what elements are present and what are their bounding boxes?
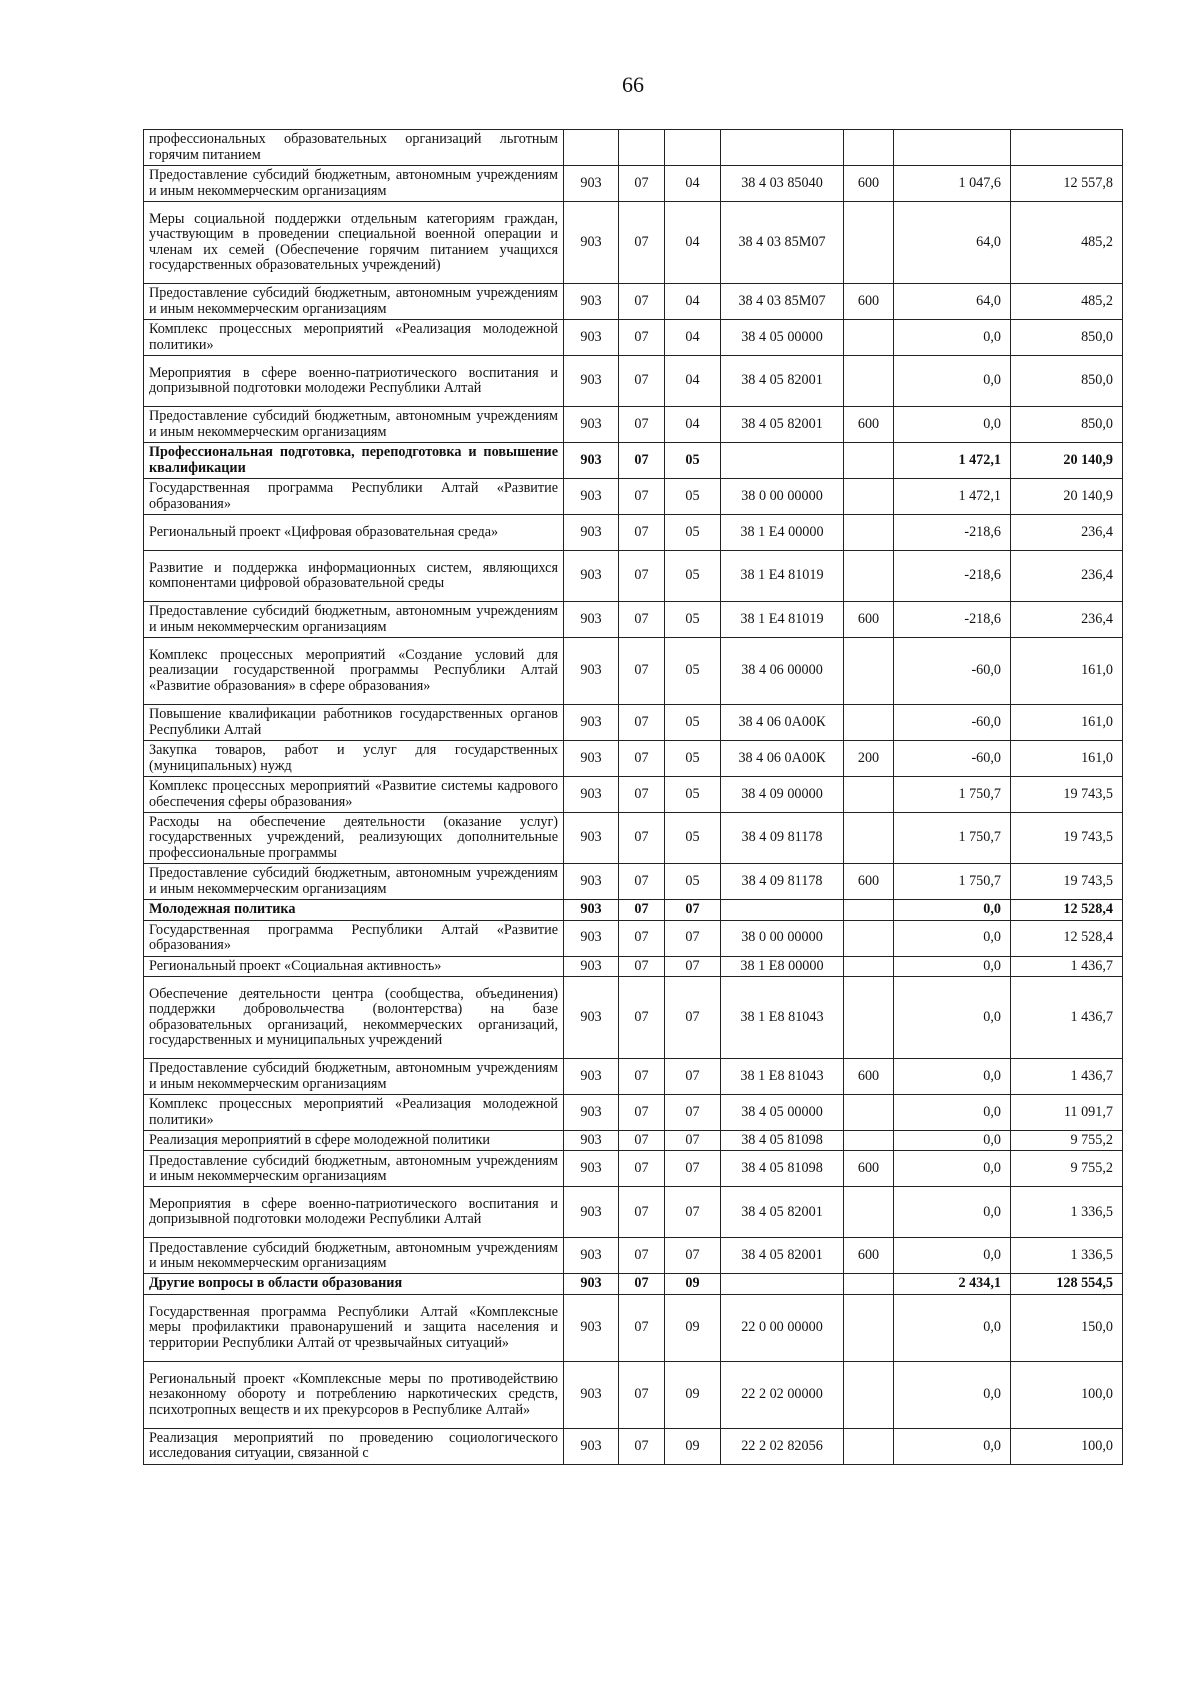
subsection-code: 05 (665, 864, 721, 900)
amount-total: 485,2 (1011, 202, 1123, 284)
expense-type-code: 600 (844, 284, 894, 320)
row-name: Меры социальной поддержки отдельным категориям граждан, участвующим в проведении специальной военной операции и членам их семей (Обеспечение горячим питанием учащихся государственных образовательных учреждений) (144, 202, 564, 284)
row-name: Реализация мероприятий в сфере молодежной политики (144, 1131, 564, 1151)
expense-type-code: 600 (844, 407, 894, 443)
amount-change: 64,0 (894, 202, 1011, 284)
expense-type-code: 600 (844, 864, 894, 900)
section-code: 07 (619, 956, 665, 976)
table-row (144, 1428, 1123, 1464)
section-code: 07 (619, 638, 665, 705)
table-row (144, 356, 1123, 407)
ministry-code: 903 (564, 551, 619, 602)
target-article-code: 38 4 06 0А00К (721, 741, 844, 777)
row-name: Закупка товаров, работ и услуг для государственных (муниципальных) нужд (144, 741, 564, 777)
expense-type-code (844, 130, 894, 166)
row-name: Расходы на обеспечение деятельности (оказание услуг) государственных учреждений, реализующих дополнительные профессиональные программы (144, 813, 564, 864)
section-code: 07 (619, 920, 665, 956)
target-article-code: 22 0 00 00000 (721, 1294, 844, 1361)
amount-total: 19 743,5 (1011, 813, 1123, 864)
expense-type-code (844, 551, 894, 602)
table-row (144, 1151, 1123, 1187)
ministry-code: 903 (564, 813, 619, 864)
row-name: Предоставление субсидий бюджетным, автономным учреждениям и иным некоммерческим организациям (144, 602, 564, 638)
subsection-code: 04 (665, 356, 721, 407)
amount-total: 161,0 (1011, 705, 1123, 741)
ministry-code: 903 (564, 705, 619, 741)
row-name: Региональный проект «Цифровая образовательная среда» (144, 515, 564, 551)
amount-change: 0,0 (894, 977, 1011, 1059)
amount-total: 19 743,5 (1011, 864, 1123, 900)
table-row (144, 284, 1123, 320)
target-article-code: 38 4 09 81178 (721, 864, 844, 900)
ministry-code: 903 (564, 407, 619, 443)
ministry-code: 903 (564, 479, 619, 515)
amount-total: 9 755,2 (1011, 1151, 1123, 1187)
section-code: 07 (619, 407, 665, 443)
budget-table (143, 129, 1123, 1465)
amount-change: 1 472,1 (894, 443, 1011, 479)
table-row (144, 777, 1123, 813)
row-name: Комплекс процессных мероприятий «Реализация молодежной политики» (144, 1095, 564, 1131)
ministry-code: 903 (564, 356, 619, 407)
amount-change: 0,0 (894, 1131, 1011, 1151)
target-article-code: 38 4 05 81098 (721, 1151, 844, 1187)
ministry-code: 903 (564, 602, 619, 638)
expense-type-code (844, 1361, 894, 1428)
expense-type-code: 600 (844, 602, 894, 638)
target-article-code: 38 1 E4 81019 (721, 602, 844, 638)
subsection-code: 07 (665, 1131, 721, 1151)
target-article-code (721, 443, 844, 479)
target-article-code: 38 4 09 81178 (721, 813, 844, 864)
amount-change: 0,0 (894, 1151, 1011, 1187)
ministry-code: 903 (564, 1059, 619, 1095)
amount-total: 1 436,7 (1011, 977, 1123, 1059)
amount-change: 0,0 (894, 1095, 1011, 1131)
target-article-code: 38 4 05 00000 (721, 1095, 844, 1131)
subsection-code: 05 (665, 813, 721, 864)
table-row (144, 1361, 1123, 1428)
section-code: 07 (619, 443, 665, 479)
amount-change: 1 750,7 (894, 777, 1011, 813)
row-name: профессиональных образовательных организаций льготным горячим питанием (144, 130, 564, 166)
row-name: Развитие и поддержка информационных систем, являющихся компонентами цифровой образовательной среды (144, 551, 564, 602)
amount-change: -60,0 (894, 638, 1011, 705)
table-row (144, 443, 1123, 479)
expense-type-code (844, 1294, 894, 1361)
expense-type-code (844, 1428, 894, 1464)
subsection-code: 07 (665, 1238, 721, 1274)
subsection-code: 09 (665, 1428, 721, 1464)
row-name: Комплекс процессных мероприятий «Реализация молодежной политики» (144, 320, 564, 356)
expense-type-code (844, 777, 894, 813)
expense-type-code (844, 813, 894, 864)
ministry-code: 903 (564, 1131, 619, 1151)
row-name: Предоставление субсидий бюджетным, автономным учреждениям и иным некоммерческим организациям (144, 284, 564, 320)
amount-total: 1 436,7 (1011, 956, 1123, 976)
table-row (144, 977, 1123, 1059)
subsection-code: 05 (665, 777, 721, 813)
target-article-code: 38 1 E4 81019 (721, 551, 844, 602)
amount-change: 64,0 (894, 284, 1011, 320)
amount-change: 1 750,7 (894, 864, 1011, 900)
ministry-code: 903 (564, 956, 619, 976)
amount-change: -60,0 (894, 741, 1011, 777)
amount-change: 1 750,7 (894, 813, 1011, 864)
expense-type-code: 600 (844, 1059, 894, 1095)
page-number: 66 (622, 72, 644, 97)
amount-total: 11 091,7 (1011, 1095, 1123, 1131)
amount-total: 12 557,8 (1011, 166, 1123, 202)
ministry-code: 903 (564, 284, 619, 320)
amount-total: 100,0 (1011, 1428, 1123, 1464)
amount-total: 20 140,9 (1011, 479, 1123, 515)
amount-total: 236,4 (1011, 551, 1123, 602)
target-article-code: 38 0 00 00000 (721, 920, 844, 956)
subsection-code: 09 (665, 1361, 721, 1428)
expense-type-code (844, 356, 894, 407)
row-name: Государственная программа Республики Алтай «Развитие образования» (144, 920, 564, 956)
amount-change: -218,6 (894, 551, 1011, 602)
target-article-code: 38 1 E8 81043 (721, 1059, 844, 1095)
section-code: 07 (619, 551, 665, 602)
ministry-code: 903 (564, 900, 619, 920)
row-name: Предоставление субсидий бюджетным, автономным учреждениям и иным некоммерческим организациям (144, 1059, 564, 1095)
ministry-code: 903 (564, 1238, 619, 1274)
table-row (144, 741, 1123, 777)
section-code: 07 (619, 1428, 665, 1464)
table-row (144, 320, 1123, 356)
subsection-code: 04 (665, 166, 721, 202)
ministry-code: 903 (564, 1428, 619, 1464)
row-name: Обеспечение деятельности центра (сообщества, объединения) поддержки добровольчества (волонтерства) на базе образовательных организаций, некоммерческих организаций, государственных и муниципальных учреждений (144, 977, 564, 1059)
subsection-code: 04 (665, 407, 721, 443)
ministry-code: 903 (564, 864, 619, 900)
expense-type-code (844, 900, 894, 920)
amount-change: 0,0 (894, 920, 1011, 956)
amount-change: 2 434,1 (894, 1274, 1011, 1294)
ministry-code: 903 (564, 1274, 619, 1294)
section-code: 07 (619, 1294, 665, 1361)
table-row (144, 202, 1123, 284)
expense-type-code: 200 (844, 741, 894, 777)
amount-total: 12 528,4 (1011, 920, 1123, 956)
row-name: Государственная программа Республики Алтай «Комплексные меры профилактики правонарушений и защита населения и территории Республики Алтай от чрезвычайных ситуаций» (144, 1294, 564, 1361)
expense-type-code: 600 (844, 1238, 894, 1274)
ministry-code: 903 (564, 1095, 619, 1131)
target-article-code (721, 130, 844, 166)
ministry-code: 903 (564, 320, 619, 356)
row-name: Повышение квалификации работников государственных органов Республики Алтай (144, 705, 564, 741)
expense-type-code (844, 638, 894, 705)
section-code: 07 (619, 977, 665, 1059)
table-row (144, 551, 1123, 602)
target-article-code: 38 4 05 82001 (721, 1238, 844, 1274)
expense-type-code (844, 320, 894, 356)
amount-change: -218,6 (894, 602, 1011, 638)
table-row (144, 479, 1123, 515)
table-body (144, 130, 1123, 1465)
amount-total: 19 743,5 (1011, 777, 1123, 813)
table-row (144, 407, 1123, 443)
section-code (619, 130, 665, 166)
subsection-code: 05 (665, 602, 721, 638)
row-name: Комплекс процессных мероприятий «Создание условий для реализации государственной программы Республики Алтай «Развитие образования» в сфере образования» (144, 638, 564, 705)
subsection-code: 07 (665, 1095, 721, 1131)
section-code: 07 (619, 356, 665, 407)
subsection-code: 05 (665, 705, 721, 741)
target-article-code: 38 4 06 0А00К (721, 705, 844, 741)
subsection-code: 05 (665, 443, 721, 479)
subsection-code: 05 (665, 551, 721, 602)
amount-total: 100,0 (1011, 1361, 1123, 1428)
amount-total: 128 554,5 (1011, 1274, 1123, 1294)
target-article-code: 38 1 E8 00000 (721, 956, 844, 976)
subsection-code: 07 (665, 1187, 721, 1238)
table-row (144, 813, 1123, 864)
section-code: 07 (619, 741, 665, 777)
amount-change: 0,0 (894, 1187, 1011, 1238)
subsection-code: 04 (665, 320, 721, 356)
section-code: 07 (619, 602, 665, 638)
target-article-code: 38 4 05 82001 (721, 1187, 844, 1238)
amount-change: 0,0 (894, 900, 1011, 920)
row-name: Предоставление субсидий бюджетным, автономным учреждениям и иным некоммерческим организациям (144, 864, 564, 900)
table-row (144, 1131, 1123, 1151)
section-code: 07 (619, 1274, 665, 1294)
target-article-code: 38 1 E4 00000 (721, 515, 844, 551)
amount-change: 0,0 (894, 1059, 1011, 1095)
ministry-code: 903 (564, 920, 619, 956)
table-row (144, 920, 1123, 956)
expense-type-code: 600 (844, 166, 894, 202)
row-name: Другие вопросы в области образования (144, 1274, 564, 1294)
target-article-code: 38 4 05 00000 (721, 320, 844, 356)
expense-type-code (844, 920, 894, 956)
amount-total: 161,0 (1011, 741, 1123, 777)
expense-type-code (844, 1187, 894, 1238)
subsection-code: 05 (665, 479, 721, 515)
amount-total: 485,2 (1011, 284, 1123, 320)
section-code: 07 (619, 284, 665, 320)
subsection-code: 07 (665, 956, 721, 976)
expense-type-code (844, 977, 894, 1059)
expense-type-code (844, 1095, 894, 1131)
row-name: Мероприятия в сфере военно-патриотического воспитания и допризывной подготовки молодежи Республики Алтай (144, 356, 564, 407)
amount-total: 161,0 (1011, 638, 1123, 705)
amount-total: 20 140,9 (1011, 443, 1123, 479)
section-code: 07 (619, 777, 665, 813)
ministry-code: 903 (564, 1294, 619, 1361)
table-row (144, 515, 1123, 551)
table-row (144, 1095, 1123, 1131)
ministry-code: 903 (564, 638, 619, 705)
table-row (144, 956, 1123, 976)
expense-type-code (844, 443, 894, 479)
row-name: Предоставление субсидий бюджетным, автономным учреждениям и иным некоммерческим организациям (144, 1151, 564, 1187)
amount-change: 0,0 (894, 1238, 1011, 1274)
subsection-code: 07 (665, 920, 721, 956)
section-code: 07 (619, 1151, 665, 1187)
ministry-code: 903 (564, 166, 619, 202)
section-code: 07 (619, 1361, 665, 1428)
target-article-code: 38 4 06 00000 (721, 638, 844, 705)
section-code: 07 (619, 1059, 665, 1095)
row-name: Реализация мероприятий по проведению социологического исследования ситуации, связанной с (144, 1428, 564, 1464)
subsection-code: 05 (665, 515, 721, 551)
target-article-code: 38 4 05 81098 (721, 1131, 844, 1151)
subsection-code: 07 (665, 977, 721, 1059)
expense-type-code: 600 (844, 1151, 894, 1187)
subsection-code: 05 (665, 638, 721, 705)
amount-total: 150,0 (1011, 1294, 1123, 1361)
ministry-code: 903 (564, 202, 619, 284)
table-row (144, 705, 1123, 741)
amount-change: -218,6 (894, 515, 1011, 551)
subsection-code: 07 (665, 1059, 721, 1095)
section-code: 07 (619, 900, 665, 920)
section-code: 07 (619, 515, 665, 551)
amount-total: 850,0 (1011, 320, 1123, 356)
amount-change: 1 472,1 (894, 479, 1011, 515)
section-code: 07 (619, 166, 665, 202)
amount-change: -60,0 (894, 705, 1011, 741)
table-row (144, 900, 1123, 920)
target-article-code: 38 0 00 00000 (721, 479, 844, 515)
row-name: Региональный проект «Социальная активность» (144, 956, 564, 976)
amount-change: 0,0 (894, 407, 1011, 443)
row-name: Предоставление субсидий бюджетным, автономным учреждениям и иным некоммерческим организациям (144, 166, 564, 202)
ministry-code: 903 (564, 1187, 619, 1238)
table-row (144, 638, 1123, 705)
amount-total: 236,4 (1011, 515, 1123, 551)
target-article-code (721, 900, 844, 920)
amount-change: 0,0 (894, 1294, 1011, 1361)
section-code: 07 (619, 1131, 665, 1151)
row-name: Профессиональная подготовка, переподготовка и повышение квалификации (144, 443, 564, 479)
target-article-code: 22 2 02 82056 (721, 1428, 844, 1464)
subsection-code: 04 (665, 202, 721, 284)
target-article-code: 38 4 03 85040 (721, 166, 844, 202)
target-article-code: 38 1 E8 81043 (721, 977, 844, 1059)
section-code: 07 (619, 813, 665, 864)
expense-type-code (844, 479, 894, 515)
section-code: 07 (619, 1238, 665, 1274)
ministry-code: 903 (564, 443, 619, 479)
row-name: Комплекс процессных мероприятий «Развитие системы кадрового обеспечения сферы образования» (144, 777, 564, 813)
amount-total: 12 528,4 (1011, 900, 1123, 920)
table-row (144, 166, 1123, 202)
table-row (144, 130, 1123, 166)
target-article-code (721, 1274, 844, 1294)
ministry-code: 903 (564, 1361, 619, 1428)
amount-change: 0,0 (894, 356, 1011, 407)
section-code: 07 (619, 320, 665, 356)
expense-type-code (844, 705, 894, 741)
amount-total: 1 336,5 (1011, 1187, 1123, 1238)
subsection-code: 05 (665, 741, 721, 777)
target-article-code: 22 2 02 00000 (721, 1361, 844, 1428)
amount-total: 9 755,2 (1011, 1131, 1123, 1151)
subsection-code: 09 (665, 1294, 721, 1361)
expense-type-code (844, 1131, 894, 1151)
row-name: Предоставление субсидий бюджетным, автономным учреждениям и иным некоммерческим организациям (144, 407, 564, 443)
table-row (144, 1187, 1123, 1238)
target-article-code: 38 4 03 85М07 (721, 202, 844, 284)
amount-total: 236,4 (1011, 602, 1123, 638)
table-row (144, 1274, 1123, 1294)
row-name: Государственная программа Республики Алтай «Развитие образования» (144, 479, 564, 515)
amount-change: 0,0 (894, 1428, 1011, 1464)
ministry-code: 903 (564, 977, 619, 1059)
section-code: 07 (619, 1095, 665, 1131)
ministry-code: 903 (564, 515, 619, 551)
table-row (144, 1238, 1123, 1274)
table-row (144, 864, 1123, 900)
table-row (144, 602, 1123, 638)
target-article-code: 38 4 03 85М07 (721, 284, 844, 320)
section-code: 07 (619, 479, 665, 515)
amount-total (1011, 130, 1123, 166)
table-row (144, 1294, 1123, 1361)
amount-change: 1 047,6 (894, 166, 1011, 202)
section-code: 07 (619, 202, 665, 284)
ministry-code (564, 130, 619, 166)
ministry-code: 903 (564, 741, 619, 777)
amount-total: 1 336,5 (1011, 1238, 1123, 1274)
amount-change: 0,0 (894, 320, 1011, 356)
amount-total: 1 436,7 (1011, 1059, 1123, 1095)
section-code: 07 (619, 1187, 665, 1238)
subsection-code: 04 (665, 284, 721, 320)
target-article-code: 38 4 09 00000 (721, 777, 844, 813)
expense-type-code (844, 515, 894, 551)
amount-total: 850,0 (1011, 407, 1123, 443)
amount-change: 0,0 (894, 956, 1011, 976)
subsection-code: 07 (665, 1151, 721, 1187)
target-article-code: 38 4 05 82001 (721, 407, 844, 443)
row-name: Молодежная политика (144, 900, 564, 920)
subsection-code: 07 (665, 900, 721, 920)
target-article-code: 38 4 05 82001 (721, 356, 844, 407)
expense-type-code (844, 956, 894, 976)
subsection-code: 09 (665, 1274, 721, 1294)
expense-type-code (844, 202, 894, 284)
amount-change: 0,0 (894, 1361, 1011, 1428)
ministry-code: 903 (564, 777, 619, 813)
amount-change (894, 130, 1011, 166)
section-code: 07 (619, 864, 665, 900)
section-code: 07 (619, 705, 665, 741)
subsection-code (665, 130, 721, 166)
row-name: Предоставление субсидий бюджетным, автономным учреждениям и иным некоммерческим организациям (144, 1238, 564, 1274)
amount-total: 850,0 (1011, 356, 1123, 407)
expense-type-code (844, 1274, 894, 1294)
row-name: Мероприятия в сфере военно-патриотического воспитания и допризывной подготовки молодежи Республики Алтай (144, 1187, 564, 1238)
ministry-code: 903 (564, 1151, 619, 1187)
row-name: Региональный проект «Комплексные меры по противодействию незаконному обороту и потреблению наркотических средств, психотропных веществ и их прекурсоров в Республике Алтай» (144, 1361, 564, 1428)
table-row (144, 1059, 1123, 1095)
